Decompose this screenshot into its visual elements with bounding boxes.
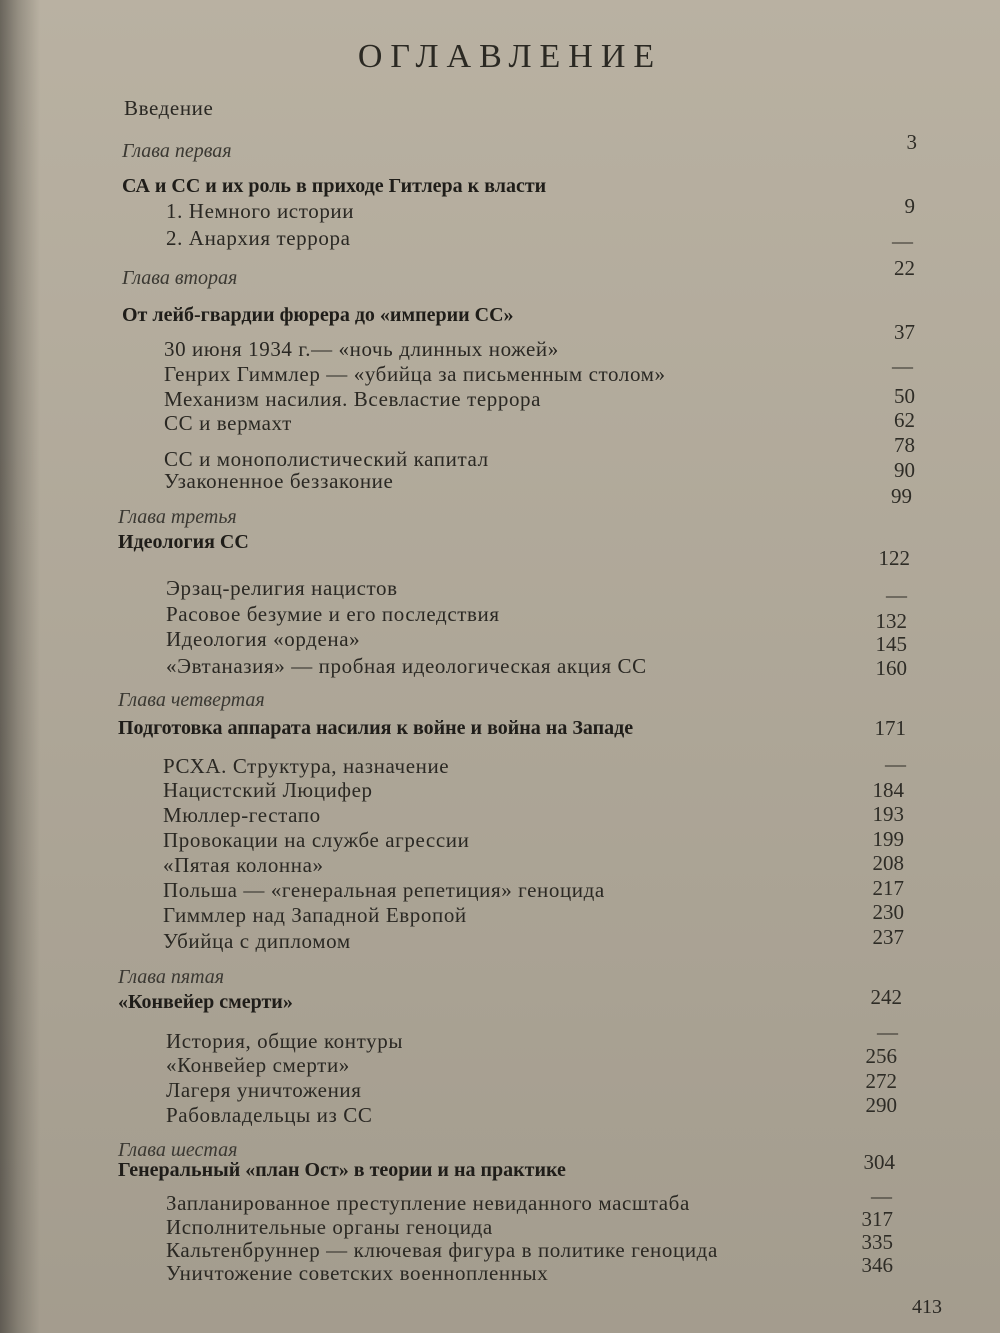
page-number: 256 xyxy=(865,1044,897,1068)
chapter-label: Глава пятая xyxy=(118,966,225,988)
page-number: 99 xyxy=(891,484,912,508)
chapter-label: Глава первая xyxy=(122,140,232,162)
section-entry: Нацистский Люцифер xyxy=(163,778,373,802)
section-entry: Механизм насилия. Всевластие террора xyxy=(164,387,542,411)
page-number: 272 xyxy=(865,1069,897,1093)
section-entry: Исполнительные органы геноцида xyxy=(166,1215,493,1239)
page-number: 193 xyxy=(872,802,904,826)
section-entry: Узаконенное беззаконие xyxy=(164,469,394,493)
chapter-label: Глава шестая xyxy=(118,1139,238,1161)
page-number: — xyxy=(886,583,907,607)
chapter-label: Глава вторая xyxy=(122,267,238,289)
page-number: 145 xyxy=(875,632,907,656)
section-entry: Расовое безумие и его последствия xyxy=(166,602,500,626)
page-number: 304 xyxy=(863,1150,895,1174)
section-entry: СС и вермахт xyxy=(164,411,292,435)
section-entry: Гиммлер над Западной Европой xyxy=(163,903,467,927)
chapter-title: СА и СС и их роль в приходе Гитлера к власти xyxy=(122,175,547,197)
section-entry: Польша — «генеральная репетиция» геноцида xyxy=(163,878,605,902)
page-number: 9 xyxy=(904,194,915,218)
page-number: 171 xyxy=(874,716,906,740)
page-number: 62 xyxy=(894,408,915,432)
section-entry: «Эвтаназия» — пробная идеологическая акция СС xyxy=(166,654,647,678)
folio-page-number: 413 xyxy=(912,1296,942,1318)
page-number: 199 xyxy=(872,827,904,851)
page-number: 242 xyxy=(870,985,902,1009)
page-number: 3 xyxy=(906,130,917,154)
section-entry: 1. Немного истории xyxy=(166,199,355,223)
introduction-entry: Введение xyxy=(124,96,214,120)
section-entry: Лагеря уничтожения xyxy=(166,1078,362,1102)
section-entry: «Конвейер смерти» xyxy=(166,1053,350,1077)
chapter-title: От лейб-гвардии фюрера до «империи СС» xyxy=(122,304,514,326)
page-number: 230 xyxy=(872,900,904,924)
section-entry: Генрих Гиммлер — «убийца за письменным столом» xyxy=(164,362,666,386)
page-number: — xyxy=(885,752,906,776)
page-number: 290 xyxy=(865,1093,897,1117)
page-number: 217 xyxy=(872,876,904,900)
section-entry: Рабовладельцы из СС xyxy=(166,1103,373,1127)
section-entry: Запланированное преступление невиданного масштаба xyxy=(166,1191,690,1215)
page-number: 317 xyxy=(861,1207,893,1231)
page-number: — xyxy=(892,229,913,253)
page-number: 122 xyxy=(878,546,910,570)
section-entry: Уничтожение советских военнопленных xyxy=(166,1261,549,1285)
page-number: 237 xyxy=(872,925,904,949)
page-number: — xyxy=(877,1020,898,1044)
section-entry: 30 июня 1934 г.— «ночь длинных ножей» xyxy=(164,337,559,361)
page-number: 335 xyxy=(861,1230,893,1254)
chapter-label: Глава третья xyxy=(118,506,237,528)
page-number: 22 xyxy=(894,256,915,280)
page-number: 37 xyxy=(894,320,915,344)
section-entry: Эрзац-религия нацистов xyxy=(166,576,398,600)
section-entry: Кальтенбруннер — ключевая фигура в политике геноцида xyxy=(166,1238,718,1262)
page-number: 90 xyxy=(894,458,915,482)
section-entry: Мюллер-гестапо xyxy=(163,803,321,827)
section-entry: Убийца с дипломом xyxy=(163,929,351,953)
section-entry: «Пятая колонна» xyxy=(163,853,324,877)
section-entry: РСХА. Структура, назначение xyxy=(163,754,450,778)
section-entry: СС и монополистический капитал xyxy=(164,447,489,471)
chapter-title: Подготовка аппарата насилия к войне и война на Западе xyxy=(118,717,634,739)
page-number: 208 xyxy=(872,851,904,875)
page-number: 160 xyxy=(875,656,907,680)
page-number: 346 xyxy=(861,1253,893,1277)
section-entry: Идеология «ордена» xyxy=(166,627,361,651)
chapter-title: Генеральный «план Ост» в теории и на практике xyxy=(118,1159,566,1181)
page-number: — xyxy=(871,1184,892,1208)
section-entry: 2. Анархия террора xyxy=(166,226,351,250)
section-entry: Провокации на службе агрессии xyxy=(163,828,470,852)
page-number: 184 xyxy=(872,778,904,802)
page-number: 50 xyxy=(894,384,915,408)
page-number: 78 xyxy=(894,433,915,457)
section-entry: История, общие контуры xyxy=(166,1029,404,1053)
page-title: ОГЛАВЛЕНИЕ xyxy=(357,38,663,75)
page-number: — xyxy=(892,354,913,378)
chapter-title: Идеология СС xyxy=(118,531,249,553)
chapter-label: Глава четвертая xyxy=(118,689,265,711)
chapter-title: «Конвейер смерти» xyxy=(118,991,293,1013)
page-number: 132 xyxy=(875,609,907,633)
